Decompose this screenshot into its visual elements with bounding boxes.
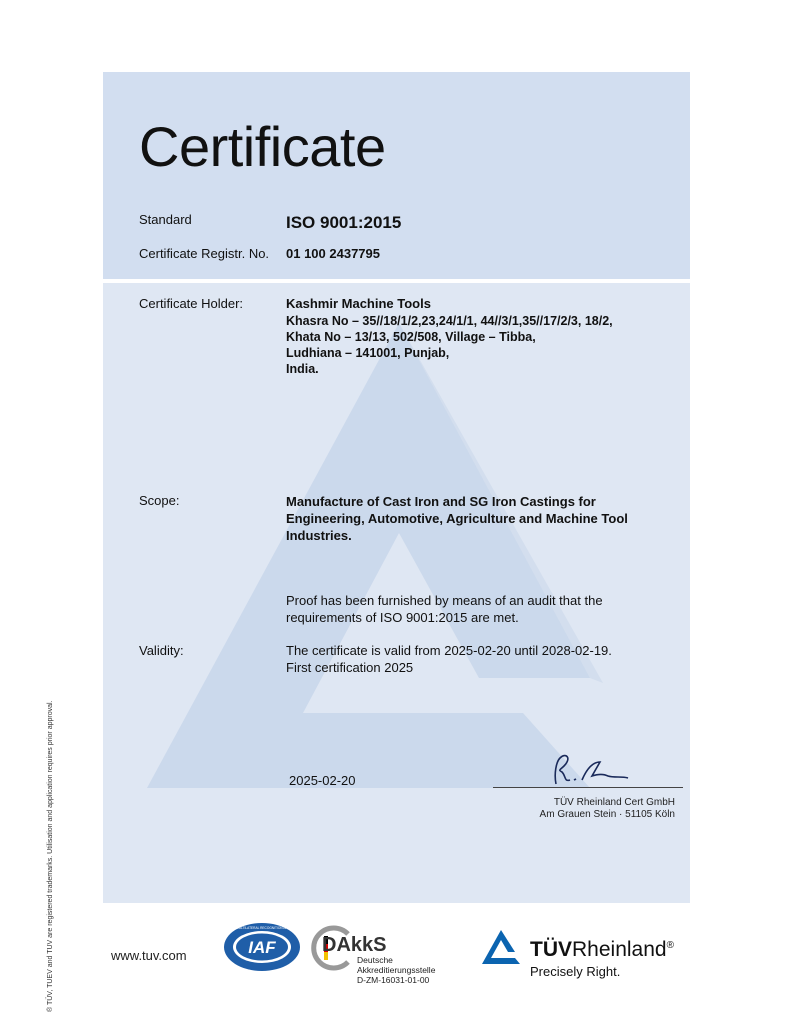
iaf-logo bbox=[215, 922, 309, 972]
scope-line: Manufacture of Cast Iron and SG Iron Castings for bbox=[286, 494, 596, 509]
issue-date: 2025-02-20 bbox=[289, 773, 356, 788]
issuer-address: Am Grauen Stein · 51105 Köln bbox=[539, 809, 675, 820]
scope-line: Engineering, Automotive, Agriculture and Machine Tool bbox=[286, 511, 628, 526]
registration-label: Certificate Registr. No. bbox=[139, 246, 270, 261]
validity-label: Validity: bbox=[139, 643, 184, 658]
holder-name: Kashmir Machine Tools bbox=[286, 296, 431, 311]
iaf-ring-text: MEMBER OF MULTILATERAL RECOGNITION ARRANGEMENT bbox=[215, 926, 309, 930]
issuer-name: TÜV Rheinland Cert GmbH bbox=[553, 797, 675, 808]
scope-label: Scope: bbox=[139, 493, 180, 508]
dakks-line: Deutsche bbox=[357, 955, 393, 965]
holder-address-line: Ludhiana – 141001, Punjab, bbox=[286, 346, 450, 360]
trademark-note: ® TÜV, TUEV and TUV are registered trademarks. Utilisation and application requires prior approval. bbox=[47, 700, 54, 1012]
proof-line: Proof has been furnished by means of an audit that the bbox=[286, 593, 603, 608]
first-certification-line: First certification 2025 bbox=[286, 660, 414, 675]
holder-label: Certificate Holder: bbox=[139, 296, 244, 311]
dakks-name: DAkkS bbox=[322, 934, 387, 956]
holder-address-line: Khasra No – 35//18/1/2,23,24/1/1, 44//3/1,35//17/2/3, 18/2, bbox=[286, 314, 613, 328]
certificate-title: Certificate bbox=[139, 115, 386, 178]
signature-line bbox=[493, 787, 683, 788]
signature bbox=[548, 752, 638, 788]
website-link[interactable]: www.tuv.com bbox=[111, 948, 187, 963]
tuv-brand: TÜVRheinland® bbox=[530, 938, 674, 961]
registration-number: 01 100 2437795 bbox=[286, 246, 380, 261]
standard-value: ISO 9001:2015 bbox=[286, 213, 402, 232]
holder-address-line: Khata No – 13/13, 502/508, Village – Tibba, bbox=[286, 330, 536, 344]
dakks-accreditation-number: D-ZM-16031-01-00 bbox=[357, 975, 430, 985]
holder-address-line: India. bbox=[286, 362, 319, 376]
standard-label: Standard bbox=[139, 212, 192, 227]
dakks-line: Akkreditierungsstelle bbox=[357, 965, 436, 975]
iaf-text: IAF bbox=[248, 938, 276, 957]
proof-line: requirements of ISO 9001:2015 are met. bbox=[286, 610, 519, 625]
tuv-triangle-icon bbox=[480, 928, 522, 966]
scope-line: Industries. bbox=[286, 528, 352, 543]
tuv-tagline: Precisely Right. bbox=[530, 964, 621, 979]
validity-line: The certificate is valid from 2025-02-20 until 2028-02-19. bbox=[286, 643, 612, 658]
